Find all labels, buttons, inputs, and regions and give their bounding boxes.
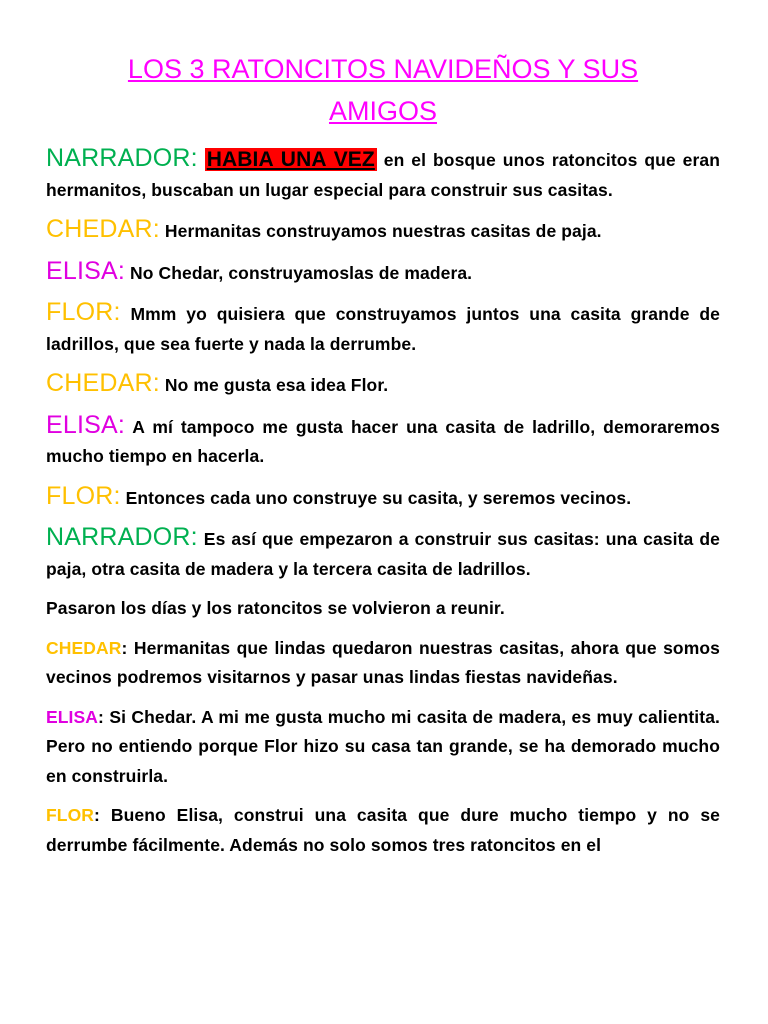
- dialogue-line: [46, 634, 720, 693]
- dialogue-text: No me gusta esa idea Flor.: [159, 375, 389, 395]
- dialogue-text: : Si Chedar. A mi me gusta mucho mi casita de madera, es muy calientita. Pero no entiendo porque Flor hizo su casa tan grande, se ha demorado mucho en construirla.: [46, 706, 720, 786]
- dialogue-text: A mí tampoco me gusta hacer una casita de ladrillo, demoraremos mucho tiempo en hacerla.: [46, 416, 720, 466]
- dialogue-text: Pasaron los días y los ratoncitos se volvieron a reunir.: [46, 598, 505, 618]
- speaker-label: NARRADOR:: [46, 523, 198, 551]
- speaker-label: CHEDAR: [46, 637, 122, 658]
- dialogue-line: [46, 703, 720, 792]
- dialogue-text: No Chedar, construyamoslas de madera.: [125, 262, 473, 283]
- dialogue-line: [46, 411, 720, 472]
- dialogue-line: [46, 298, 720, 359]
- dialogue-text: Es así que empezaron a construir sus casitas: una casita de paja, otra casita de madera y la tercera casita de ladrillos.: [46, 529, 720, 579]
- dialogue-line: [46, 482, 720, 514]
- dialogue-text: Hermanitas construyamos nuestras casitas de paja.: [159, 221, 602, 241]
- speaker-label: FLOR:: [46, 298, 121, 326]
- dialogue-text: : Hermanitas que lindas quedaron nuestras casitas, ahora que somos vecinos podremos visitarnos y pasar unas lindas fiestas navideñas.: [46, 637, 720, 687]
- narration-line: [46, 594, 720, 624]
- dialogue-line: [46, 369, 720, 401]
- title-line-1: LOS 3 RATONCITOS NAVIDEÑOS Y SUS: [127, 54, 639, 84]
- speaker-label: FLOR: [46, 805, 95, 825]
- dialogue-text: : Bueno Elisa, construi una casita que dure mucho tiempo y no se derrumbe fácilmente. Además no solo somos tres ratoncitos en el: [46, 805, 720, 855]
- dialogue-line: [46, 523, 720, 584]
- speaker-label: ELISA:: [46, 410, 126, 439]
- speaker-label: CHEDAR:: [46, 369, 160, 397]
- dialogue-line: [46, 257, 720, 289]
- dialogue-text: en el bosque unos ratoncitos que eran hermanitos, buscaban un lugar especial para construir sus casitas.: [46, 150, 720, 200]
- dialogue-text: Entonces cada uno construye su casita, y seremos vecinos.: [120, 487, 632, 508]
- speaker-label: ELISA:: [46, 256, 126, 285]
- page-title: [46, 48, 720, 132]
- speaker-label: NARRADOR:: [46, 144, 198, 172]
- speaker-label: ELISA: [46, 706, 99, 727]
- dialogue-line: [46, 801, 720, 860]
- dialogue-line: [46, 215, 720, 247]
- speaker-label: FLOR:: [46, 481, 121, 510]
- speaker-label: CHEDAR:: [46, 215, 160, 243]
- document-page: [46, 48, 720, 870]
- dialogue-text: Mmm yo quisiera que construyamos juntos una casita grande de ladrillos, que sea fuerte y nada la derrumbe.: [46, 304, 720, 354]
- dialogue-line: [46, 144, 720, 205]
- title-line-2: AMIGOS: [328, 96, 437, 126]
- highlighted-phrase: HABIA UNA VEZ: [206, 148, 375, 171]
